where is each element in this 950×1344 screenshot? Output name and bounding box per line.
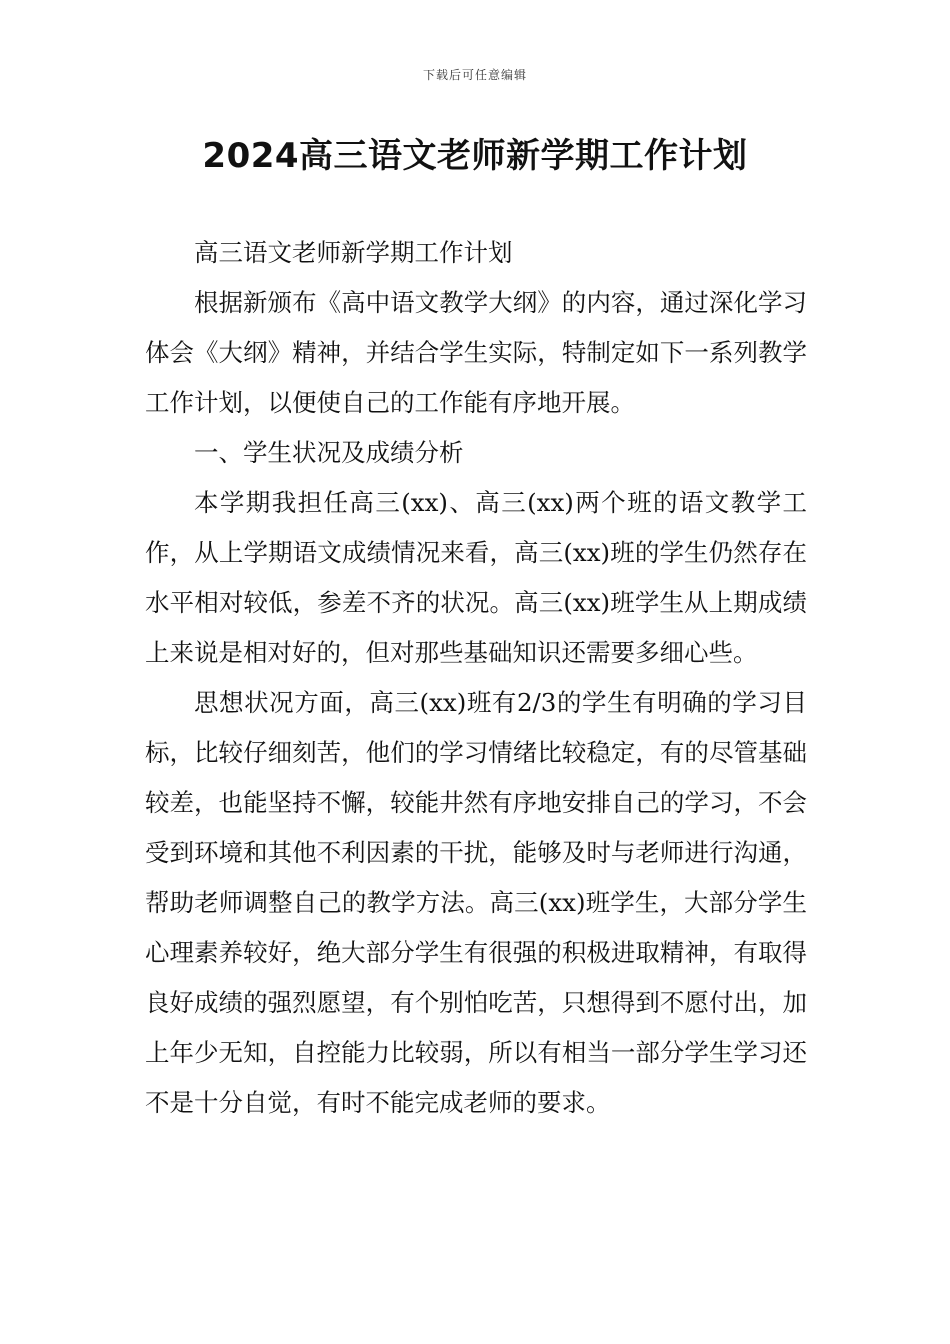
- document-body: [145, 228, 807, 1128]
- paragraph-subtitle: 高三语文老师新学期工作计划: [194, 238, 513, 267]
- paragraph-mindset-analysis: 思想状况方面，高三(xx)班有2/3的学生有明确的学习目标，比较仔细刻苦，他们的学习情绪比较稳定，有的尽管基础较差，也能坚持不懈，较能井然有序地安排自己的学习，不会受到环境和其他不利因素的干扰，能够及时与老师进行沟通，帮助老师调整自己的教学方法。高三(xx)班学生，大部分学生心理素养较好，绝大部分学生有很强的积极进取精神，有取得良好成绩的强烈愿望，有个别怕吃苦，只想得到不愿付出，加上年少无知，自控能力比较弱，所以有相当一部分学生学习还不是十分自觉，有时不能完成老师的要求。: [145, 688, 807, 1117]
- header-note: 下载后可任意编辑: [422, 68, 527, 82]
- paragraph-score-analysis: 本学期我担任高三(xx)、高三(xx)两个班的语文教学工作，从上学期语文成绩情况来看，高三(xx)班的学生仍然存在水平相对较低，参差不齐的状况。高三(xx)班学生从上期成绩上来说是相对好的，但对那些基础知识还需要多细心些。: [145, 488, 807, 667]
- paragraph-intro: 根据新颁布《高中语文教学大纲》的内容，通过深化学习体会《大纲》精神，并结合学生实际，特制定如下一系列教学工作计划，以便使自己的工作能有序地开展。: [145, 288, 807, 417]
- document-title: 2024高三语文老师新学期工作计划: [202, 136, 748, 176]
- section-heading-1: 一、学生状况及成绩分析: [194, 438, 464, 467]
